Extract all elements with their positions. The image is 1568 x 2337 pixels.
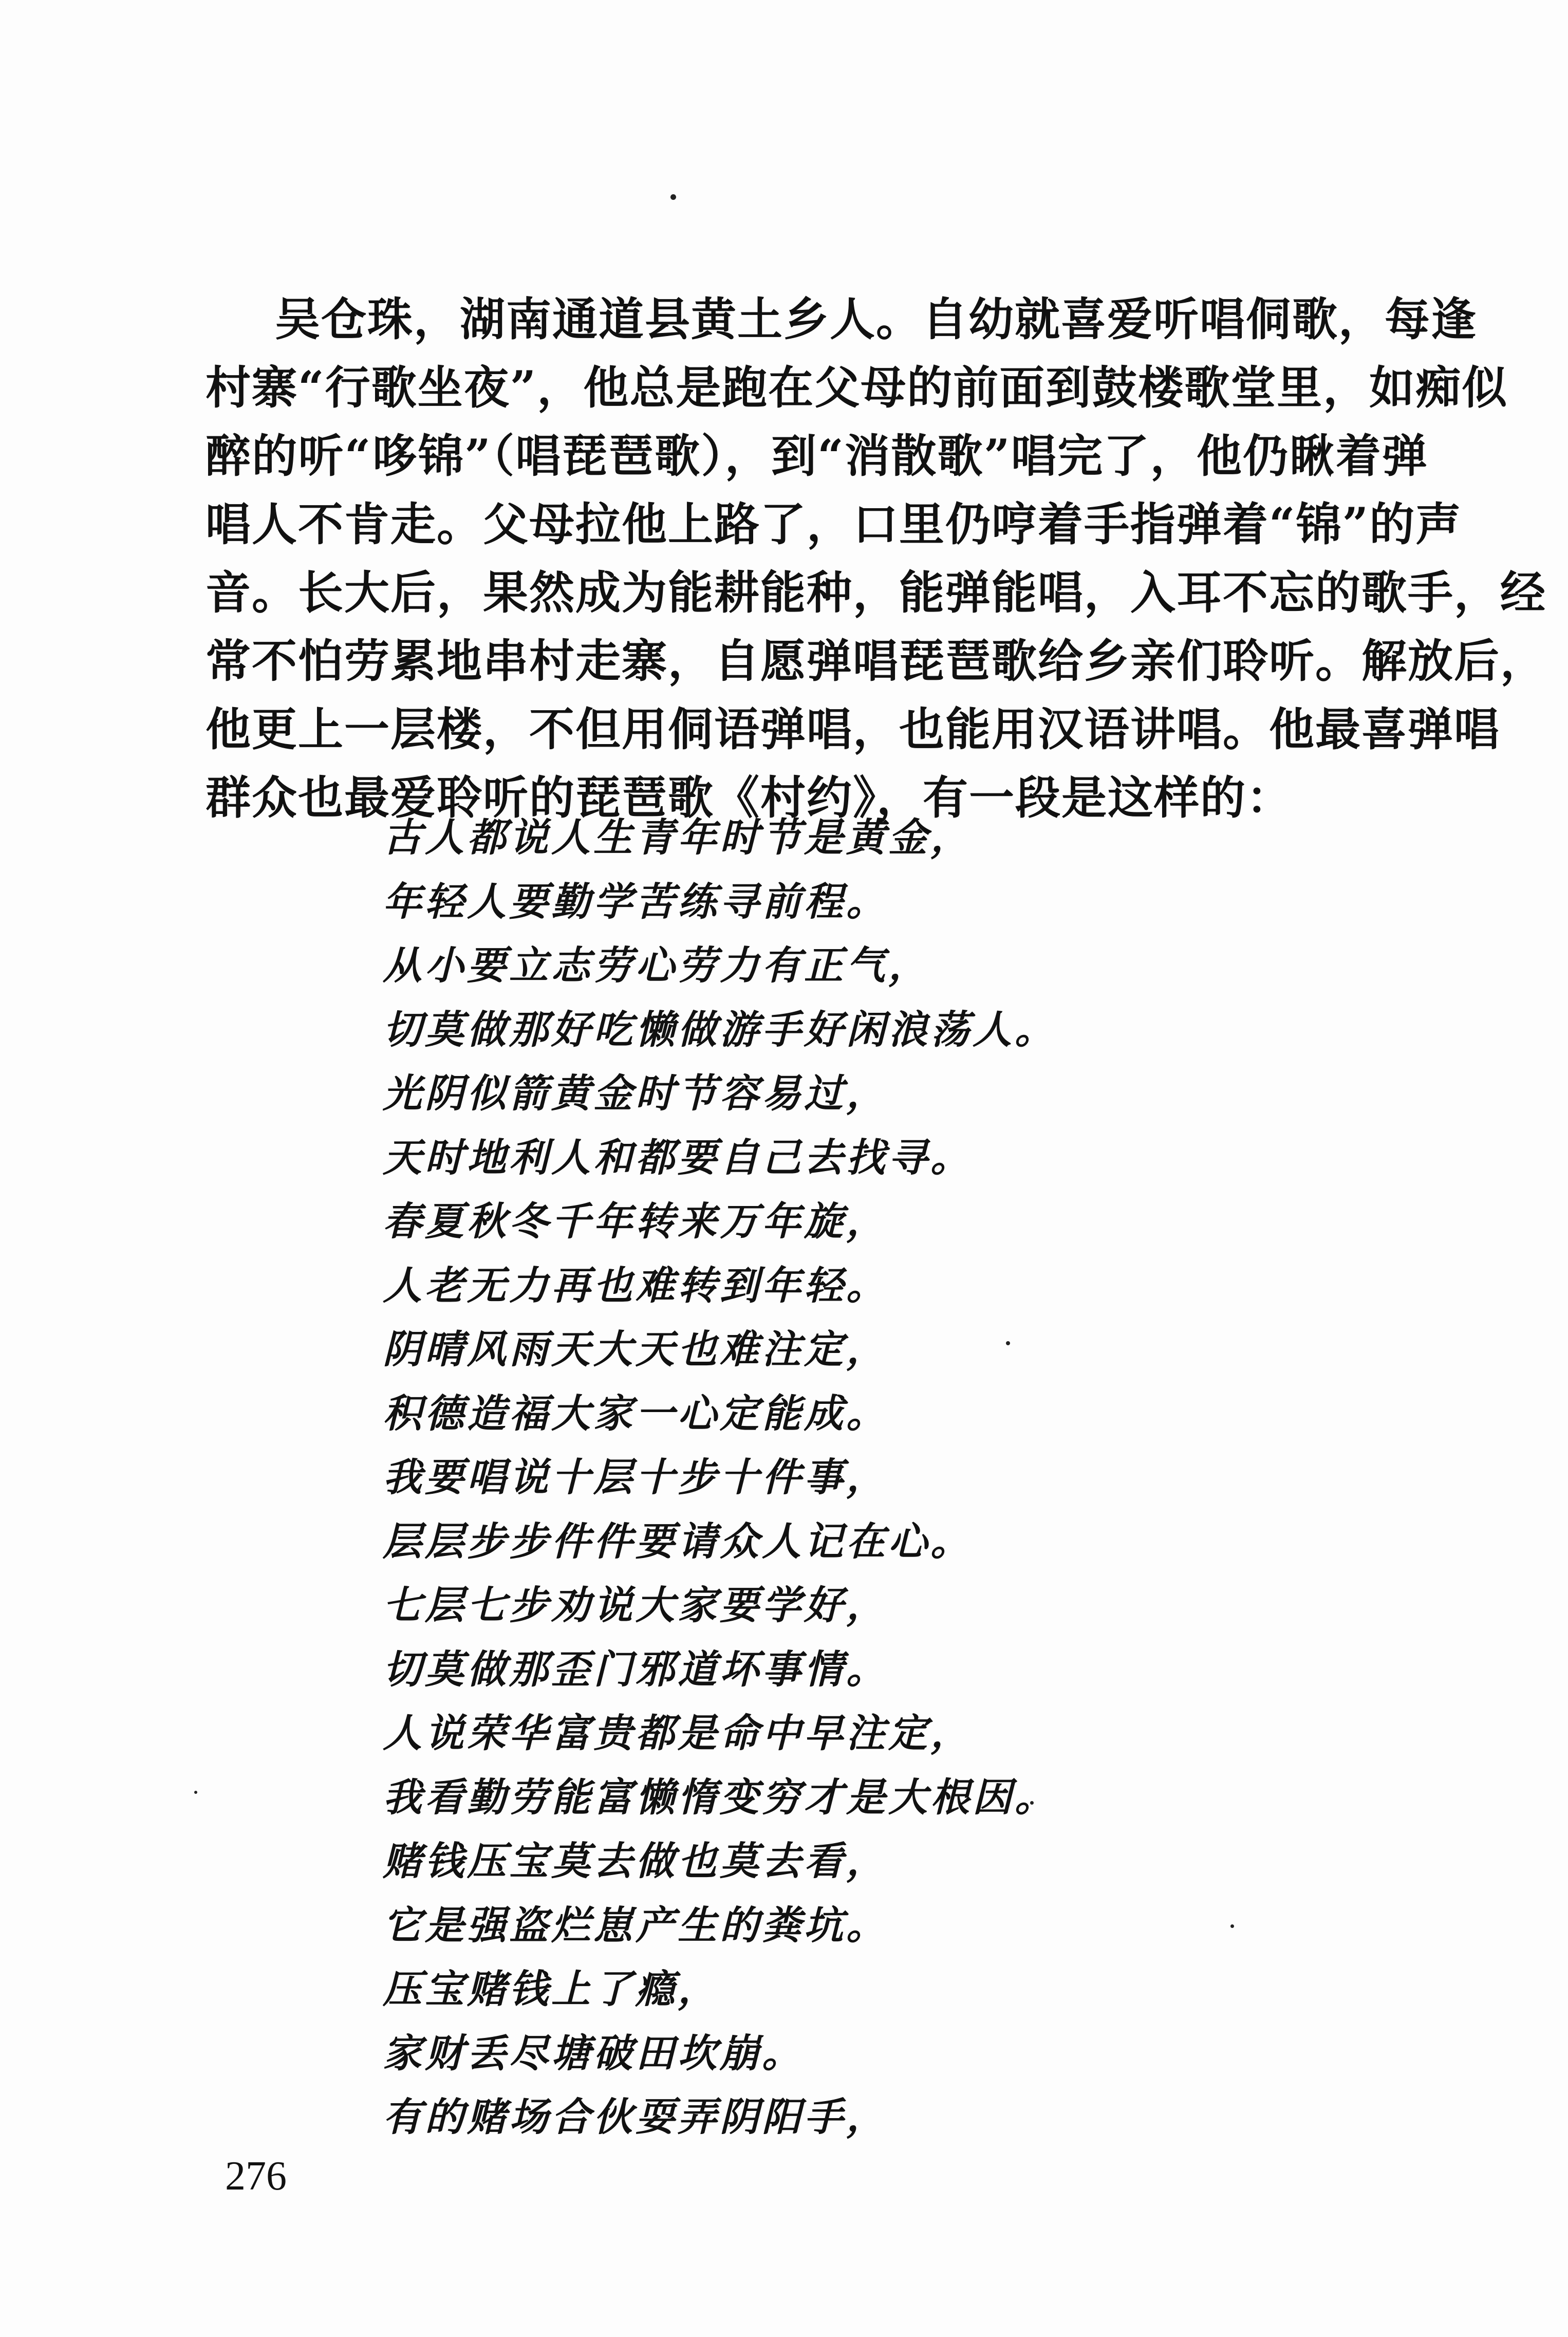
song-verse: [383, 806, 1057, 2149]
verse-line: 阴晴风雨天大天也难注定，: [383, 1326, 888, 1372]
verse-line: 人说荣华富贵都是命中早注定，: [383, 1710, 973, 1756]
verse-line: 春夏秋冬千年转来万年旋，: [383, 1198, 888, 1244]
verse-line: 赌钱压宝莫去做也莫去看，: [383, 1838, 888, 1884]
paragraph-line: 村寨“行歌坐夜”，他总是跑在父母的前面到鼓楼歌堂里，如痴似: [206, 361, 1508, 414]
scan-speck: [670, 194, 676, 200]
verse-line: 七层七步劝说大家要学好，: [383, 1582, 888, 1628]
verse-line: 人老无力再也难转到年轻。: [383, 1262, 888, 1308]
scan-speck: [194, 1791, 197, 1794]
scan-speck: [1230, 1924, 1234, 1928]
verse-line: 从小要立志劳心劳力有正气，: [383, 942, 930, 988]
verse-line: 层层步步件件要请众人记在心。: [383, 1518, 973, 1564]
verse-line: 切莫做那好吃懒做游手好闲浪荡人。: [383, 1006, 1057, 1052]
verse-line: 天时地利人和都要自己去找寻。: [383, 1134, 973, 1180]
verse-line: 光阴似箭黄金时节容易过，: [383, 1070, 888, 1116]
paragraph-line: 群众也最爱聆听的琵琶歌《村约》，有一段是这样的：: [206, 771, 1293, 824]
verse-line: 积德造福大家一心定能成。: [383, 1390, 888, 1436]
paragraph-line: 常不怕劳累地串村走寨，自愿弹唱琵琶歌给乡亲们聆听。解放后，: [206, 634, 1547, 688]
verse-line: 家财丢尽塘破田坎崩。: [383, 2030, 804, 2076]
paragraph-line: 音。长大后，果然成为能耕能种，能弹能唱，入耳不忘的歌手，经: [206, 566, 1547, 619]
paragraph-line: 吴仓珠，湖南通道县黄土乡人。自幼就喜爱听唱侗歌，每逢: [275, 292, 1478, 346]
verse-line: 我要唱说十层十步十件事，: [383, 1454, 888, 1500]
verse-line: 我看勤劳能富懒惰变穷才是大根因。: [383, 1774, 1057, 1820]
verse-line: 年轻人要勤学苦练寻前程。: [383, 878, 888, 924]
paragraph-line: 醉的听“哆锦”（唱琵琶歌），到“消散歌”唱完了，他仍瞅着弹: [206, 429, 1428, 483]
verse-line: 有的赌场合伙耍弄阴阳手，: [383, 2094, 888, 2140]
intro-paragraph: [206, 285, 1547, 832]
verse-line: 古人都说人生青年时节是黄金，: [383, 814, 973, 860]
paragraph-line: 唱人不肯走。父母拉他上路了，口里仍哼着手指弹着“锦”的声: [206, 497, 1462, 551]
paragraph-line: 他更上一层楼，不但用侗语弹唱，也能用汉语讲唱。他最喜弹唱: [206, 702, 1501, 756]
verse-line: 它是强盗烂崽产生的粪坑。: [383, 1902, 888, 1948]
page-number: 276: [225, 2154, 287, 2199]
verse-line: 切莫做那歪门邪道坏事情。: [383, 1646, 888, 1692]
verse-line: 压宝赌钱上了瘾，: [383, 1966, 720, 2012]
